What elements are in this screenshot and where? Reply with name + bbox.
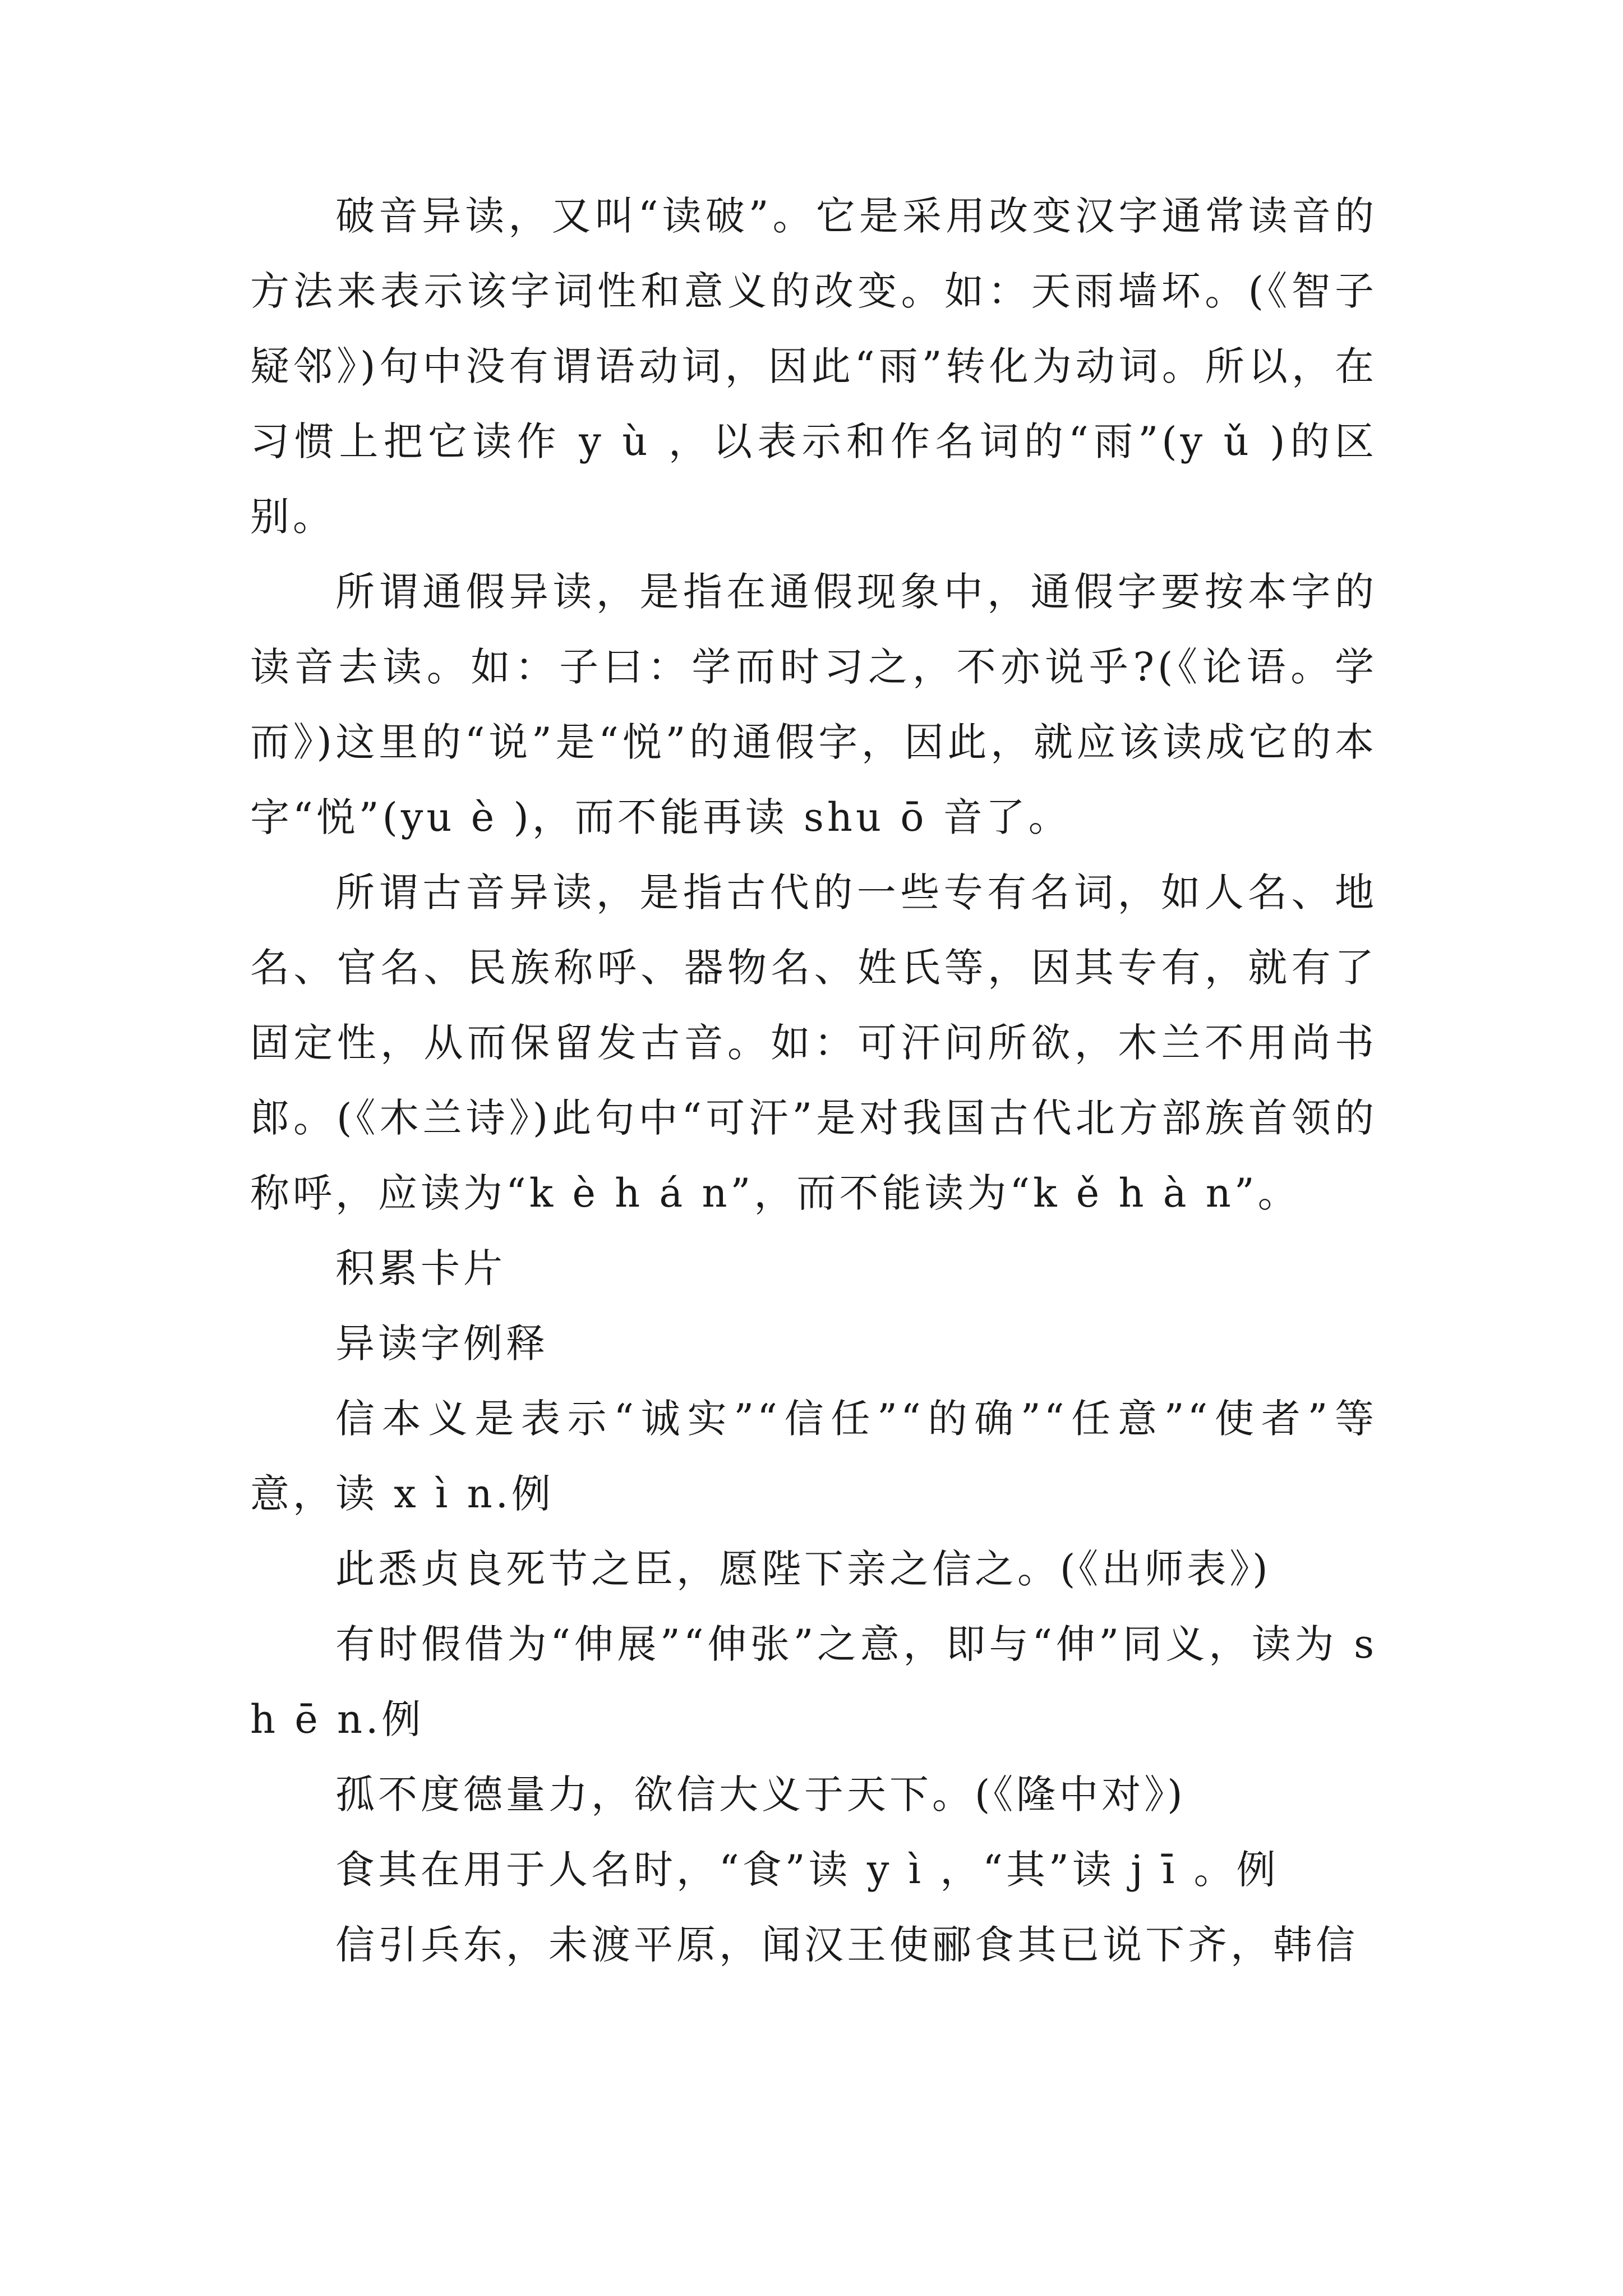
entry-shen-example: 孤不度德量力，欲信大义于天下。(《隆中对》) <box>335 1772 1186 1818</box>
card-title: 积累卡片 <box>335 1245 506 1291</box>
entry-xin-example: 此悉贞良死节之臣，愿陛下亲之信之。(《出师表》) <box>335 1546 1271 1592</box>
entry-yiji-example: 信引兵东，未渡平原，闻汉王使郦食其已说下齐，韩信 <box>335 1922 1358 1968</box>
card-subtitle: 异读字例释 <box>335 1320 548 1366</box>
entry-xin-definition: 信本义是表示“诚实”“信任”“的确”“任意”“使者”等意，读 x ì n.例 <box>250 1396 1377 1517</box>
paragraph-guyin-yidu: 所谓古音异读，是指古代的一些专有名词，如人名、地名、官名、民族称呼、器物名、姓氏等，因其专有，就有了固定性，从而保留发古音。如：可汗问所欲，木兰不用尚书郎。(《木兰诗》)此句中“可汗”是对我国古代北方部族首领的称呼，应读为“k è h á n”，而不能读为“k ě h à n”。 <box>250 869 1377 1216</box>
paragraph-pojin-yidu: 破音异读，又叫“读破”。它是采用改变汉字通常读音的方法来表示该字词性和意义的改变。如：天雨墙坏。(《智子疑邻》)句中没有谓语动词，因此“雨”转化为动词。所以，在习惯上把它读作 y ù ，以表示和作名词的“雨”(y ǔ )的区别。 <box>250 193 1377 540</box>
entry-yiji-definition: 食其在用于人名时，“食”读 y ì ，“其”读 j ī 。例 <box>335 1847 1279 1893</box>
paragraph-tongjia-yidu: 所谓通假异读，是指在通假现象中，通假字要按本字的读音去读。如：子曰：学而时习之，不亦说乎?(《论语。学而》)这里的“说”是“悦”的通假字，因此，就应该读成它的本字“悦”(yu è )，而不能再读 shu ō 音了。 <box>250 569 1377 840</box>
document-body <box>250 178 1377 1982</box>
entry-shen-definition: 有时假借为“伸展”“伸张”之意，即与“伸”同义，读为 sh ē n.例 <box>250 1621 1377 1742</box>
